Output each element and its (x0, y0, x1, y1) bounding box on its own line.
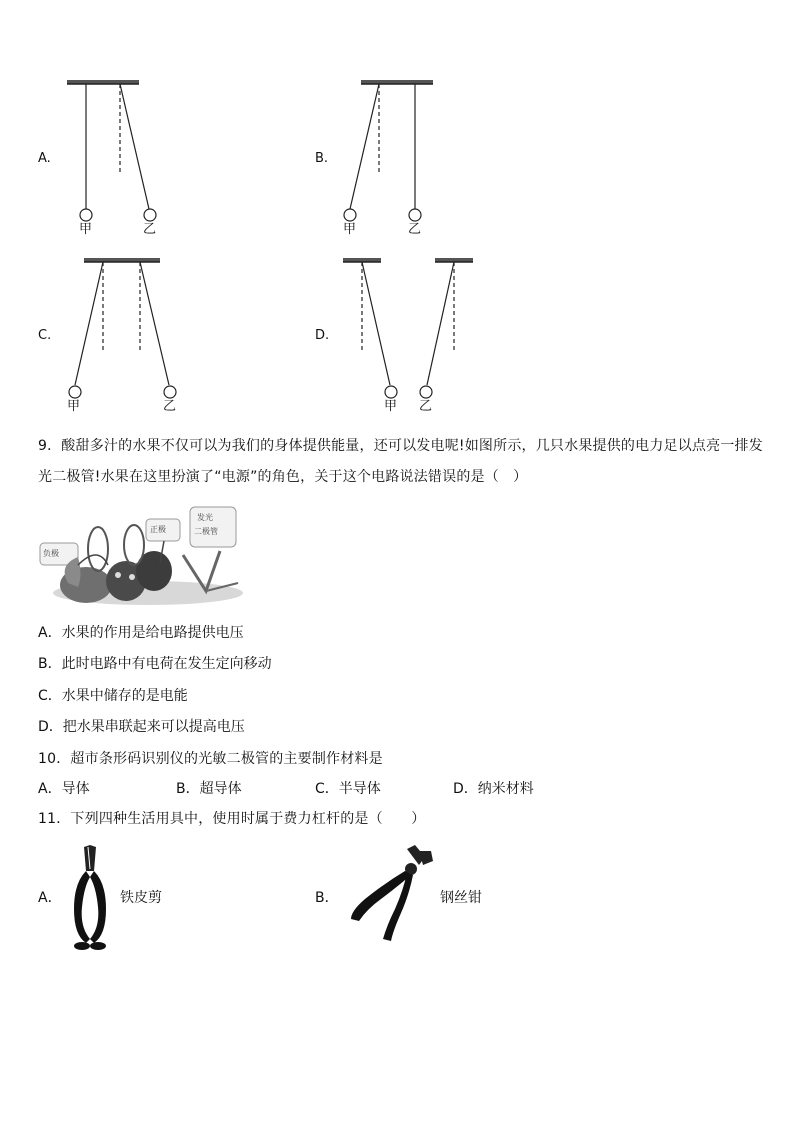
q9-stem-line2: 光二极管!水果在这里扮演了“电源”的角色，关于这个电路说法错误的是（ ） (38, 469, 528, 485)
q10-option-a: A．导体 (38, 781, 90, 797)
string-yi (120, 84, 149, 209)
fig-label-positive: 正极 (150, 525, 166, 534)
q8-option-a-letter: A. (38, 151, 51, 166)
fig-label-led-2: 二极管 (194, 527, 218, 536)
q8-option-b-letter: B. (315, 151, 329, 166)
q8-c-label-jia: 甲 (67, 399, 81, 414)
q8-c-label-yi: 乙 (163, 399, 177, 414)
q9-option-b: B．此时电路中有电荷在发生定向移动 (38, 656, 272, 672)
q8-a-label-yi: 乙 (143, 222, 157, 237)
q10-option-d: D．纳米材料 (453, 781, 534, 797)
q11-option-a-letter: A． (38, 890, 62, 906)
q11-stem: 11．下列四种生活用具中，使用时属于费力杠杆的是（ ） (38, 811, 426, 827)
q8-b-label-jia: 甲 (343, 222, 357, 237)
q9-option-d: D．把水果串联起来可以提高电压 (38, 719, 245, 735)
q9-stem-line1: 9．酸甜多汁的水果不仅可以为我们的身体提供能量，还可以发电呢!如图所示，几只水果提供的电力足以点亮一排发 (38, 438, 763, 454)
q8-option-d-figure (335, 252, 485, 422)
q10-stem: 10．超市条形码识别仪的光敏二极管的主要制作材料是 (38, 751, 383, 767)
fruit-battery-illustration (38, 505, 248, 610)
q10-option-b: B．超导体 (176, 781, 242, 797)
q8-a-label-jia: 甲 (79, 222, 93, 237)
q9-option-c: C．水果中储存的是电能 (38, 688, 188, 704)
q9-option-a: A．水果的作用是给电路提供电压 (38, 625, 244, 641)
q11-option-b-letter: B． (315, 890, 339, 906)
q8-d-label-yi: 乙 (419, 399, 433, 414)
q8-option-d-letter: D. (315, 328, 330, 343)
q8-b-label-yi: 乙 (408, 222, 422, 237)
q10-option-c: C．半导体 (315, 781, 381, 797)
q11-option-a-name: 铁皮剪 (120, 890, 162, 906)
tin-snips-icon (68, 843, 112, 953)
fig-label-negative: 负极 (43, 549, 59, 558)
fig-label-led-1: 发光 (197, 513, 213, 522)
q11-option-b-name: 钢丝钳 (440, 890, 482, 906)
pliers-icon (345, 843, 435, 948)
q8-d-label-jia: 甲 (384, 399, 398, 414)
q8-option-c-letter: C. (38, 328, 52, 343)
